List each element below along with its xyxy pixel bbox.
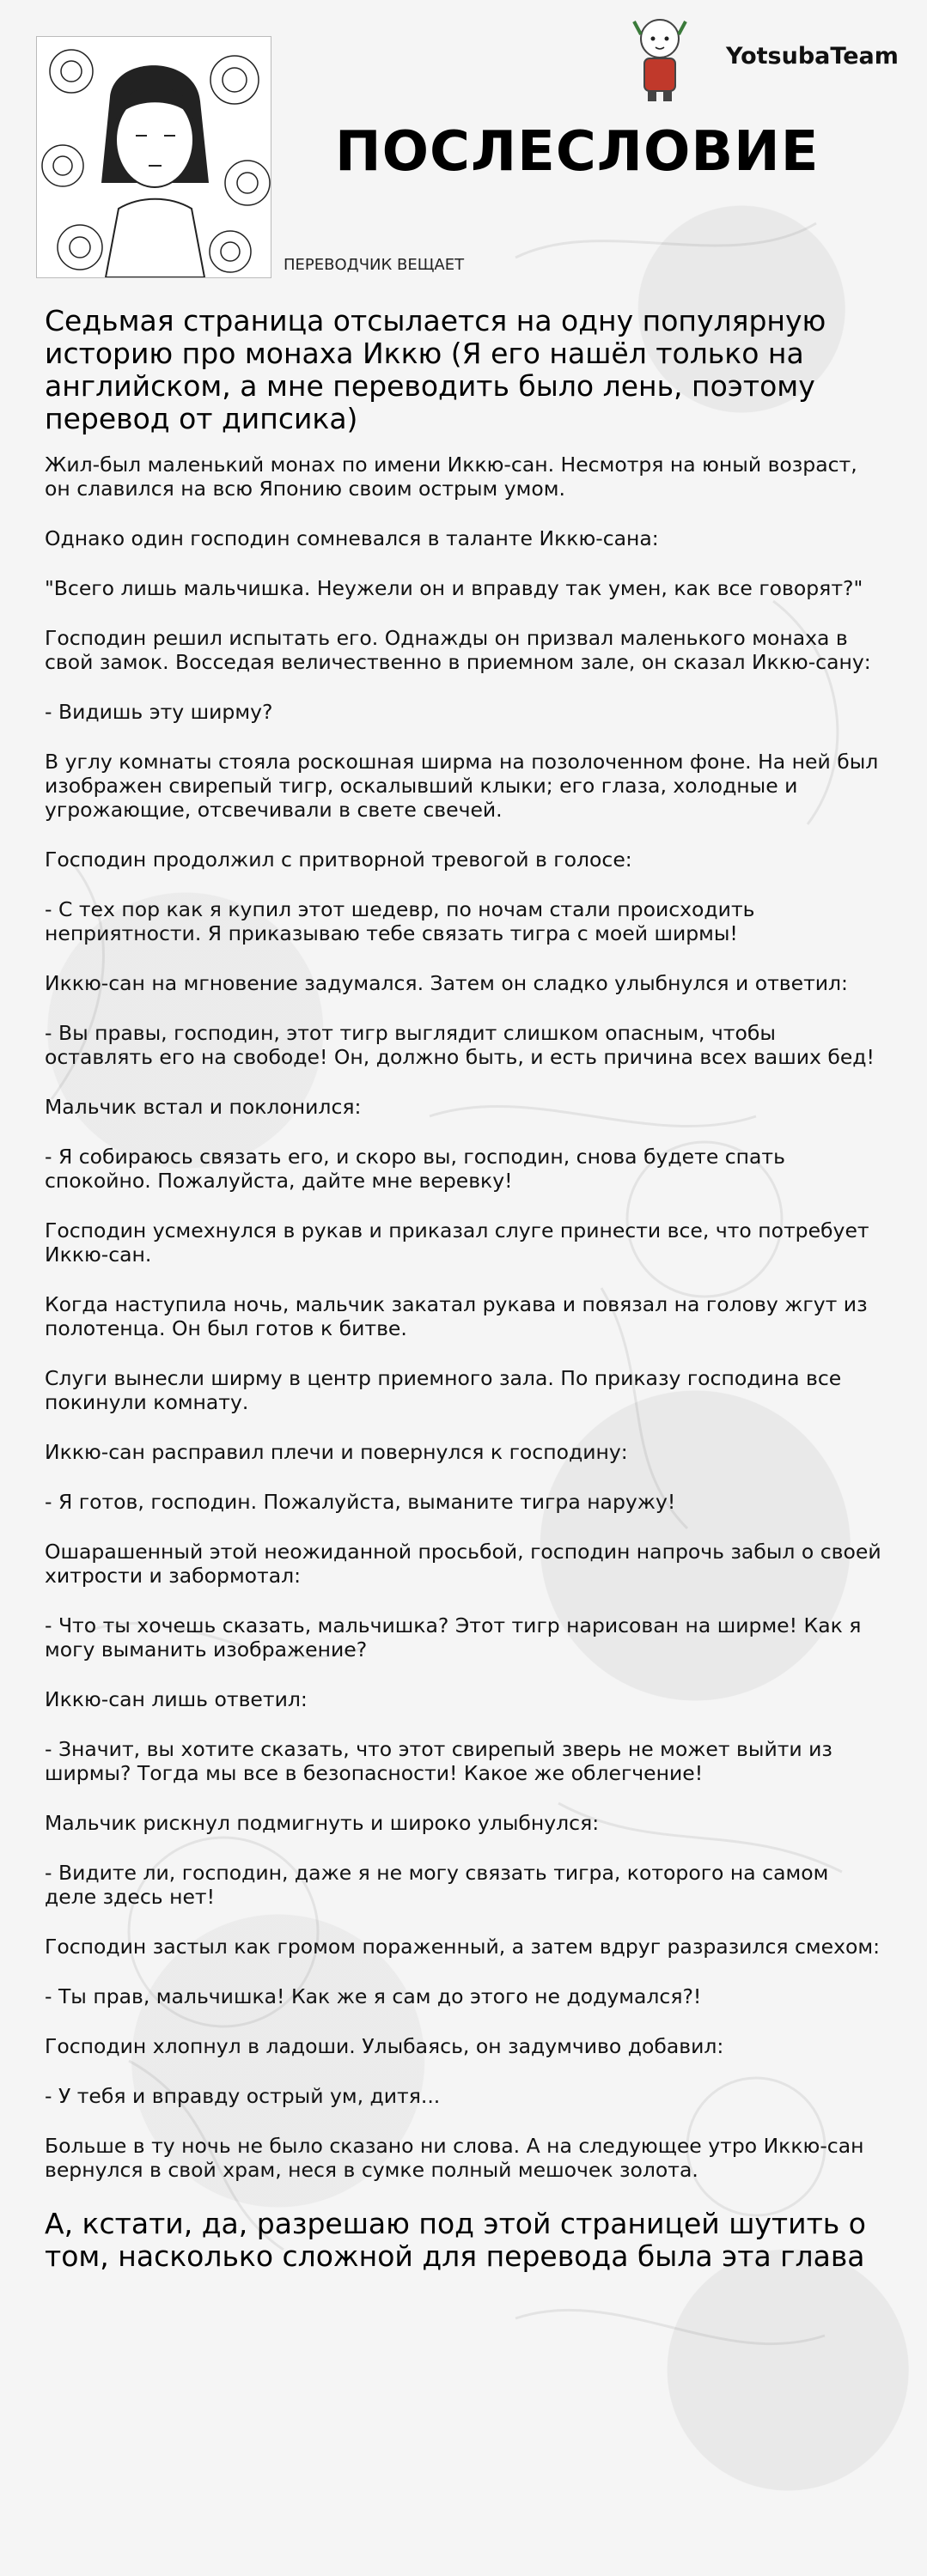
paragraph: - Ты прав, мальчишка! Как же я сам до этого не додумался?! — [45, 1984, 702, 2008]
paragraph: "Всего лишь мальчишка. Неужели он и вправду так умен, как все говорят?" — [45, 576, 863, 600]
translator-avatar-image — [36, 36, 271, 278]
team-name: YotsubaTeam — [726, 43, 899, 70]
paragraph: - У тебя и вправду острый ум, дитя... — [45, 2084, 441, 2108]
paragraph: Больше в ту ночь не было сказано ни слова. А на следующее утро Иккю-сан вернулся в свой храм, неся в сумке полный мешочек золота. — [45, 2134, 864, 2182]
afterword-text — [45, 305, 882, 2273]
paragraph: - Вы правы, господин, этот тигр выглядит слишком опасным, чтобы оставлять его на свободе! Он, должно быть, и есть причина всех ваших бед! — [45, 1021, 875, 1069]
paragraph: Однако один господин сомневался в таланте Иккю-сана: — [45, 526, 659, 550]
paragraph: Жил-был маленький монах по имени Иккю-сан. Несмотря на юный возраст, он славился на всю Японию своим острым умом. — [45, 453, 857, 501]
outro-text: А, кстати, да, разрешаю под этой страницей шутить о том, насколько сложной для перевода была эта глава — [45, 2207, 866, 2273]
paragraph: Иккю-сан лишь ответил: — [45, 1687, 308, 1711]
intro-text: Седьмая страница отсылается на одну популярную историю про монаха Иккю (Я его нашёл только на английском, а мне переводить было лень, поэтому перевод от дипсика) — [45, 304, 826, 435]
paragraph: - Я собираюсь связать его, и скоро вы, господин, снова будете спать спокойно. Пожалуйста, дайте мне веревку! — [45, 1145, 785, 1193]
paragraph: - Видишь эту ширму? — [45, 700, 273, 724]
paragraph: Господин усмехнулся в рукав и приказал слуге принести все, что потребует Иккю-сан. — [45, 1218, 869, 1267]
paragraph: Господин застыл как громом пораженный, а затем вдруг разразился смехом: — [45, 1935, 881, 1959]
paragraph: - С тех пор как я купил этот шедевр, по ночам стали происходить неприятности. Я приказываю тебе связать тигра с моей ширмы! — [45, 897, 755, 945]
paragraph: Когда наступила ночь, мальчик закатал рукава и повязал на голову жгут из полотенца. Он был готов к битве. — [45, 1292, 868, 1340]
paragraph: Иккю-сан на мгновение задумался. Затем он сладко улыбнулся и ответил: — [45, 971, 848, 995]
paragraph: Господин решил испытать его. Однажды он призвал маленького монаха в свой замок. Восседая величественно в приемном зале, он сказал Иккю-сану: — [45, 626, 871, 674]
yotsuba-logo-icon — [617, 9, 703, 103]
page-title: ПОСЛЕСЛОВИЕ — [335, 120, 820, 184]
paragraph: - Что ты хочешь сказать, мальчишка? Этот тигр нарисован на ширме! Как я могу выманить изображение? — [45, 1613, 862, 1662]
paragraph: Мальчик встал и поклонился: — [45, 1095, 362, 1119]
paragraph: Ошарашенный этой неожиданной просьбой, господин напрочь забыл о своей хитрости и забормотал: — [45, 1540, 881, 1588]
paragraph: Мальчик рискнул подмигнуть и широко улыбнулся: — [45, 1811, 600, 1835]
avatar-caption: ПЕРЕВОДЧИК ВЕЩАЕТ — [284, 256, 465, 274]
paragraph: В углу комнаты стояла роскошная ширма на позолоченном фоне. На ней был изображен свирепый тигр, оскалывший клыки; его глаза, холодные и угрожающие, отсвечивали в свете свечей. — [45, 750, 879, 822]
paragraph: Иккю-сан расправил плечи и повернулся к господину: — [45, 1440, 628, 1464]
paragraph: Слуги вынесли ширму в центр приемного зала. По приказу господина все покинули комнату. — [45, 1366, 842, 1414]
paragraph: Господин хлопнул в ладоши. Улыбаясь, он задумчиво добавил: — [45, 2034, 724, 2058]
paragraph: - Значит, вы хотите сказать, что этот свирепый зверь не может выйти из ширмы? Тогда мы все в безопасности! Какое же облегчение! — [45, 1737, 832, 1785]
paragraph: - Я готов, господин. Пожалуйста, выманите тигра наружу! — [45, 1490, 676, 1514]
paragraph: Господин продолжил с притворной тревогой в голосе: — [45, 848, 632, 872]
paragraph: - Видите ли, господин, даже я не могу связать тигра, которого на самом деле здесь нет! — [45, 1861, 829, 1909]
